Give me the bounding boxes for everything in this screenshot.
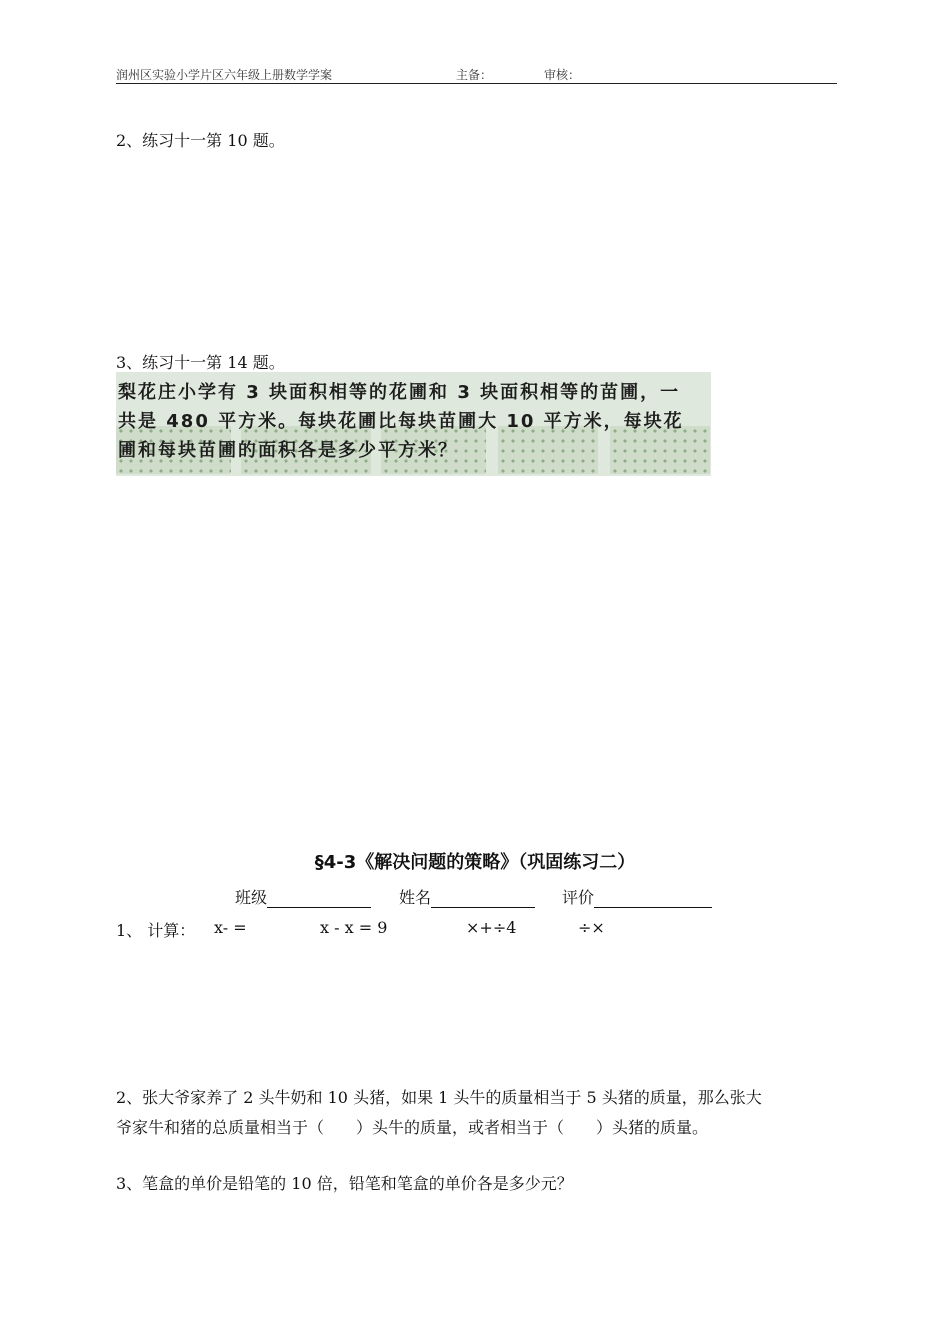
question-3-ref: 3、练习十一第 14 题。 (116, 353, 285, 372)
question-2-text (116, 1083, 841, 1143)
question-2-line: 2、张大爷家养了 2 头牛奶和 10 头猪，如果 1 头牛的质量相当于 5 头猪的质量，那么张大 (116, 1088, 762, 1107)
calc-expression: ×+÷4 (466, 918, 517, 937)
grade-blank[interactable] (594, 891, 712, 908)
problem-line: 圃和每块苗圃的面积各是多少平方米？ (118, 440, 458, 461)
class-field (235, 885, 371, 908)
grade-label: 评价 (562, 888, 595, 907)
question-3-text: 3、笔盒的单价是铅笔的 10 倍，铅笔和笔盒的单价各是多少元？ (116, 1174, 573, 1193)
question-2-line: 爷家牛和猪的总质量相当于（ ）头牛的质量，或者相当于（ ）头猪的质量。 (116, 1118, 709, 1137)
problem-illustration (116, 372, 711, 476)
question-2-ref: 2、练习十一第 10 题。 (116, 131, 285, 150)
name-blank[interactable] (431, 891, 535, 908)
header-reviewer: 审核： (544, 68, 581, 82)
header-divider (116, 83, 837, 84)
calc-expression: ÷× (578, 918, 605, 937)
calc-label: 1、 计算： (116, 921, 196, 940)
name-label: 姓名 (399, 888, 432, 907)
class-label: 班级 (235, 888, 268, 907)
grade-field (562, 885, 712, 908)
header-school: 润州区实验小学片区六年级上册数学学案 (116, 68, 333, 82)
section-title: §4-3《解决问题的策略》（巩固练习二） (314, 852, 636, 873)
header-preparer: 主备： (456, 68, 493, 82)
problem-text (118, 378, 710, 465)
class-blank[interactable] (267, 891, 371, 908)
problem-line: 梨花庄小学有 3 块面积相等的花圃和 3 块面积相等的苗圃，一 (118, 382, 681, 403)
problem-line: 共是 480 平方米。每块花圃比每块苗圃大 10 平方米，每块花 (118, 411, 684, 432)
calc-expression: x - x = 9 (320, 918, 388, 937)
calc-expression: x- = (214, 918, 247, 937)
name-field (399, 885, 535, 908)
